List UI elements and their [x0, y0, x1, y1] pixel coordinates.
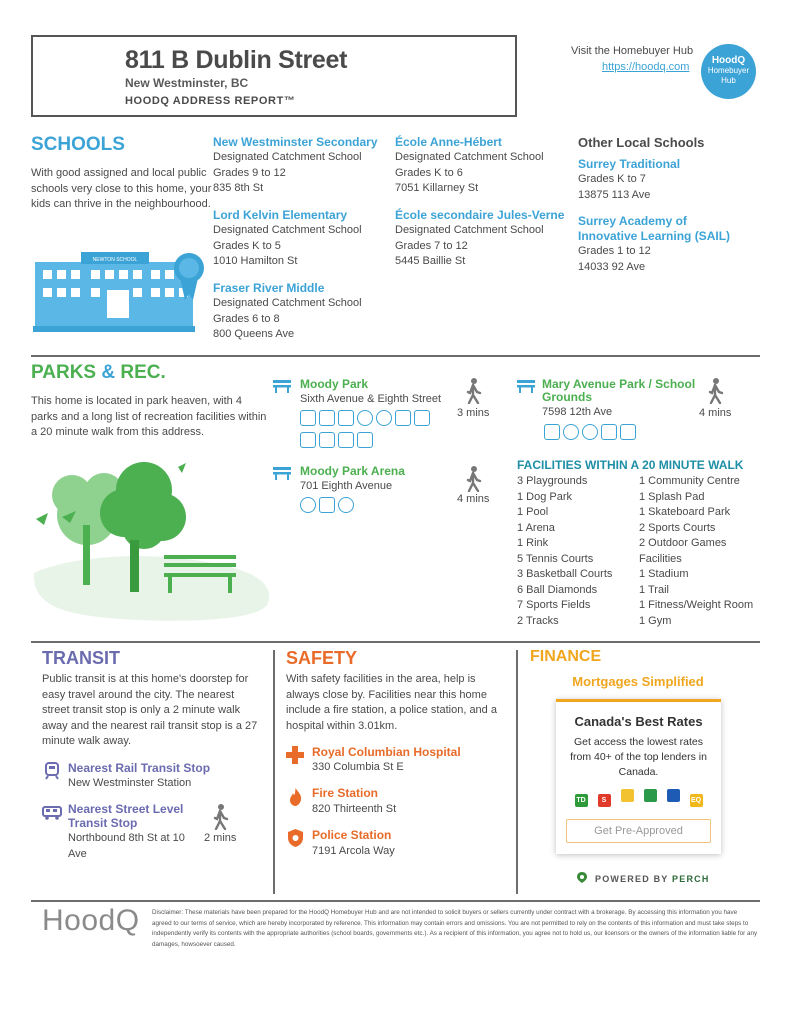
pool-icon — [338, 410, 354, 426]
walk-time: 3 mins — [457, 407, 490, 419]
school-sign-text: NEWTON SCHOOL — [92, 257, 138, 263]
school-type: Designated Catchment School — [395, 224, 544, 236]
get-pre-approved-button[interactable]: Get Pre-Approved — [566, 819, 711, 843]
police-station-name[interactable]: Police Station — [312, 828, 392, 842]
rail-station: New Westminster Station — [68, 777, 192, 789]
train-icon — [45, 762, 59, 780]
street-stop-label-1[interactable]: Nearest Street Level — [68, 802, 184, 816]
street-stop-1: Northbound 8th St at 10 — [68, 832, 185, 844]
park-name[interactable]: Moody Park Arena — [300, 464, 405, 478]
school-address: 5445 Baillie St — [395, 255, 466, 267]
safety-description: With safety facilities in the area, help is always close by. Facilities near this home include a fire station, a police station, and a hospital within 3.01km. — [286, 673, 497, 732]
school-grades: Grades 1 to 12 — [578, 245, 651, 257]
sports-field-icon — [414, 410, 430, 426]
safety-title: SAFETY — [286, 648, 358, 668]
walk-icon — [213, 804, 229, 830]
basketball-icon — [376, 410, 392, 426]
street-stop-2: Ave — [68, 848, 87, 860]
parks-title — [31, 362, 166, 384]
walk-icon — [708, 378, 724, 404]
school-address: 1010 Hamilton St — [213, 255, 298, 267]
bank-logo-icon: S — [598, 794, 611, 807]
address-city: New Westminster, BC — [125, 76, 249, 90]
bank-logo-icon: EQ — [690, 794, 703, 807]
facility-item: 2 Outdoor Games — [639, 537, 727, 549]
facility-item: 1 Splash Pad — [639, 490, 705, 503]
school-grades: Grades 6 to 8 — [213, 312, 280, 325]
park-name-line-1[interactable]: Mary Avenue Park / School — [542, 377, 696, 391]
school-address: 14033 92 Ave — [578, 260, 646, 273]
powered-by-text: POWERED BY — [595, 874, 669, 884]
school-name-line-1[interactable]: Surrey Academy of — [578, 214, 687, 228]
police-station-address: 7191 Arcola Way — [312, 845, 395, 857]
school-address: 800 Queens Ave — [213, 328, 295, 340]
school-type: Designated Catchment School — [395, 151, 544, 163]
playground-icon — [300, 410, 316, 426]
school-fraser-river[interactable] — [213, 281, 393, 343]
school-new-westminster-secondary[interactable] — [213, 135, 393, 197]
facility-item: 1 Arena — [517, 521, 555, 534]
bench-icon — [517, 379, 535, 393]
park-facility-icons — [544, 423, 684, 441]
facility-item: 1 Skateboard Park — [639, 506, 731, 518]
bank-logo-icon — [621, 789, 634, 802]
parks-title-amp: & — [101, 362, 116, 383]
bank-logo-icon — [667, 789, 680, 802]
park-facility-icons — [300, 409, 460, 449]
police-badge-icon — [288, 829, 303, 847]
facility-item: 6 Ball Diamonds — [517, 583, 598, 596]
parks-description: This home is located in park heaven, with 4 parks and a long list of recreation facilities within a 20 minute walk from this address. — [31, 395, 267, 438]
divider-transit-safety — [273, 650, 275, 894]
ball-diamond-icon — [395, 410, 411, 426]
school-address: 7051 Killarney St — [395, 182, 479, 194]
facility-item: 1 Community Centre — [639, 475, 740, 487]
bank-logos — [556, 789, 721, 807]
bench-icon — [273, 466, 291, 480]
facility-item: 1 Fitness/Weight Room — [639, 599, 754, 611]
tennis-icon — [563, 424, 579, 440]
finance-subtitle: Mortgages Simplified — [572, 674, 704, 689]
park-name-line-2[interactable]: Grounds — [542, 390, 592, 404]
walk-icon — [466, 378, 482, 404]
facilities-title: FACILITIES WITHIN A 20 MINUTE WALK — [517, 458, 744, 472]
school-anne-hebert[interactable] — [395, 135, 575, 197]
schools-title: SCHOOLS — [31, 134, 125, 155]
school-name-line-2[interactable]: Innovative Learning (SAIL) — [578, 229, 731, 243]
street-walk-time: 2 mins — [204, 832, 237, 844]
school-type: Designated Catchment School — [213, 151, 362, 163]
school-surrey-academy[interactable] — [578, 214, 768, 275]
facility-item: 1 Dog Park — [517, 490, 573, 503]
powered-by-perch — [595, 874, 710, 884]
school-name[interactable]: Fraser River Middle — [213, 281, 325, 295]
bus-icon — [42, 806, 62, 820]
school-type: Designated Catchment School — [213, 224, 362, 236]
basketball-icon — [582, 424, 598, 440]
badge-line-1: HoodQ — [711, 55, 746, 66]
splash-pad-icon — [319, 432, 335, 448]
facilities-list-2 — [639, 474, 769, 629]
school-name[interactable]: École secondaire Jules-Verne — [395, 208, 565, 222]
school-surrey-traditional[interactable] — [578, 157, 768, 203]
school-grades: Grades K to 6 — [395, 166, 463, 179]
address-title: 811 B Dublin Street — [125, 46, 348, 74]
badge-line-3: Hub — [721, 76, 736, 85]
park-illustration — [32, 455, 272, 625]
perch-logo-icon — [577, 872, 587, 883]
park-facility-icons — [300, 496, 400, 514]
walk-time: 4 mins — [457, 493, 490, 505]
fitness-icon — [357, 432, 373, 448]
finance-title: FINANCE — [530, 648, 602, 665]
rail-stop-label[interactable]: Nearest Rail Transit Stop — [68, 761, 211, 775]
school-building-illustration — [33, 248, 215, 334]
other-schools-title: Other Local Schools — [578, 135, 705, 150]
school-grades: Grades 9 to 12 — [213, 166, 286, 179]
park-address: Sixth Avenue & Eighth Street — [300, 393, 442, 405]
facility-item: 2 Tracks — [517, 614, 559, 627]
schools-description: With good assigned and local public schools very close to this home, your kids can thrive in the neighbourhood. — [31, 167, 212, 210]
tennis-icon — [357, 410, 373, 426]
facility-item: 5 Tennis Courts — [517, 552, 594, 565]
bench-icon — [273, 379, 291, 393]
street-stop-label-2[interactable]: Transit Stop — [68, 816, 138, 830]
divider-schools-parks — [31, 355, 760, 357]
transit-title: TRANSIT — [42, 648, 120, 668]
bank-logo-icon: TD — [575, 794, 588, 807]
rates-card-text: Get access the lowest rates from 40+ of the top lenders in Canada. — [570, 736, 707, 778]
school-grades: Grades K to 5 — [213, 239, 281, 252]
disclaimer-text: Disclaimer: These materials have been prepared for the HoodQ Homebuyer Hub and are not intended to solicit buyers or sellers currently under contract with a brokerage. By accessing this information you have agreed to our terms of service, which are hereby incorporated by reference. This information may contain errors and omissions. You are not permitted to rely on the contents of this information and must take steps to independently verify its contents with the appropriate authorities (school boards, governments etc.). As a recipient of this information, you agree not to hold us, our licensors or the owners of the information liable for any damages, howsoever caused. — [152, 909, 758, 948]
facility-item: 2 Sports Courts — [639, 521, 716, 534]
dog-park-icon — [319, 410, 335, 426]
facility-item: 1 Rink — [517, 537, 549, 549]
school-name[interactable]: École Anne-Hébert — [395, 135, 502, 149]
transit-description: Public transit is at this home's doorstep for easy travel around the city. The nearest street transit stop is only a 2 minute walk away and the nearest rail transit stop is a 27 minute walk away. — [42, 673, 258, 747]
report-label: HOODQ ADDRESS REPORT™ — [125, 95, 296, 107]
school-address: 13875 113 Ave — [578, 188, 651, 201]
park-address: 7598 12th Ave — [542, 406, 613, 418]
facility-item: Facilities — [639, 552, 682, 565]
parks-title-b: REC. — [120, 362, 166, 383]
playground-icon — [544, 424, 560, 440]
fire-station-address: 820 Thirteenth St — [312, 803, 397, 815]
facilities-list-1 — [517, 474, 637, 629]
school-address: 835 8th St — [213, 182, 264, 194]
hoodq-logo: HoodQ — [42, 904, 140, 937]
rates-card — [556, 699, 721, 854]
facility-item: 1 Trail — [639, 583, 669, 596]
skate-icon — [319, 497, 335, 513]
walk-time: 4 mins — [699, 407, 732, 419]
track-icon — [620, 424, 636, 440]
school-name[interactable]: New Westminster Secondary — [213, 135, 378, 149]
tennis-icon — [338, 497, 354, 513]
facility-item: 3 Basketball Courts — [517, 568, 613, 580]
school-name[interactable]: Surrey Traditional — [578, 157, 681, 171]
school-type: Designated Catchment School — [213, 297, 362, 309]
fire-station-name[interactable]: Fire Station — [312, 786, 379, 800]
outdoor-games-icon — [338, 432, 354, 448]
homebuyer-hub-badge[interactable] — [701, 44, 756, 99]
school-name[interactable]: Lord Kelvin Elementary — [213, 208, 348, 222]
park-address: 701 Eighth Avenue — [300, 480, 393, 492]
hospital-icon — [286, 746, 304, 764]
school-grades: Grades 7 to 12 — [395, 239, 468, 252]
hospital-name[interactable]: Royal Columbian Hospital — [312, 745, 461, 759]
arena-icon — [300, 497, 316, 513]
walk-icon — [466, 466, 482, 492]
facility-item: 1 Gym — [639, 614, 672, 627]
school-lord-kelvin[interactable] — [213, 208, 393, 270]
school-grades: Grades K to 7 — [578, 173, 646, 185]
facility-item: 1 Pool — [517, 506, 549, 518]
badge-line-2: Homebuyer — [707, 66, 750, 75]
fire-icon — [289, 788, 302, 806]
hospital-address: 330 Columbia St E — [312, 761, 404, 773]
divider-footer — [31, 900, 760, 902]
facility-item: 7 Sports Fields — [517, 599, 591, 611]
divider-safety-finance — [516, 650, 518, 894]
bank-logo-icon — [644, 789, 657, 802]
divider-parks-bottom — [31, 641, 760, 643]
parks-title-a: PARKS — [31, 362, 97, 383]
rates-card-title: Canada's Best Rates — [574, 714, 703, 729]
facility-item: 1 Stadium — [639, 568, 689, 580]
park-name[interactable]: Moody Park — [300, 377, 369, 391]
perch-brand: PERCH — [672, 874, 710, 884]
facility-item: 3 Playgrounds — [517, 475, 588, 487]
community-centre-icon — [300, 432, 316, 448]
hoodq-link[interactable]: https://hoodq.com — [602, 61, 690, 73]
sports-field-icon — [601, 424, 617, 440]
visit-hub-text: Visit the Homebuyer Hub — [571, 45, 694, 57]
school-jules-verne[interactable] — [395, 208, 575, 270]
